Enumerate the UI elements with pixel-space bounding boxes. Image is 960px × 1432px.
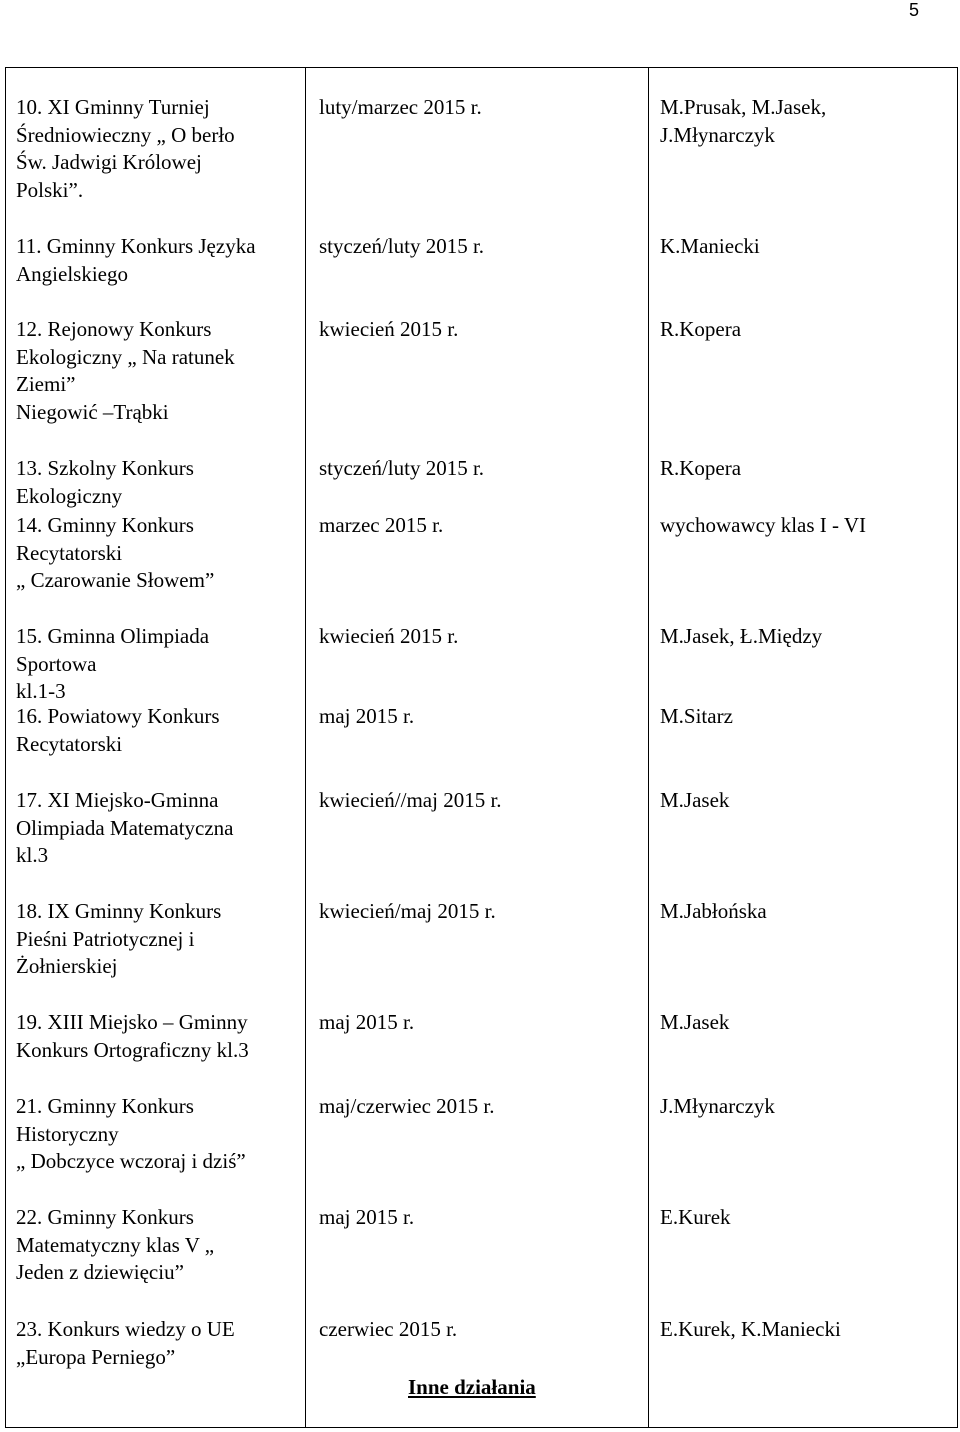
event-cell: 18. IX Gminny Konkurs Pieśni Patriotycznej i Żołnierskiej [16, 899, 222, 978]
event-cell: 11. Gminny Konkurs Języka Angielskiego [16, 234, 256, 286]
event-cell: 13. Szkolny Konkurs Ekologiczny [16, 456, 194, 508]
date-cell: kwiecień 2015 r. [319, 317, 459, 341]
event-cell: 19. XIII Miejsko – Gminny Konkurs Ortograficzny kl.3 [16, 1010, 249, 1062]
section-heading: Inne działania [408, 1375, 536, 1399]
column-divider-2 [648, 67, 649, 1428]
person-cell: K.Maniecki [660, 234, 760, 258]
date-cell: maj 2015 r. [319, 1205, 415, 1229]
event-cell: 23. Konkurs wiedzy o UE „Europa Perniego” [16, 1317, 235, 1369]
date-cell: styczeń/luty 2015 r. [319, 456, 485, 480]
date-cell: marzec 2015 r. [319, 513, 444, 537]
date-cell: kwiecień//maj 2015 r. [319, 788, 502, 812]
date-cell: styczeń/luty 2015 r. [319, 234, 485, 258]
person-cell: M.Jabłońska [660, 899, 767, 923]
event-cell: 14. Gminny Konkurs Recytatorski „ Czarowanie Słowem” [16, 513, 215, 592]
person-cell: wychowawcy klas I - VI [660, 513, 867, 537]
event-cell: 15. Gminna Olimpiada Sportowa kl.1-3 [16, 624, 210, 703]
page-number: 5 [909, 0, 920, 20]
date-cell: maj 2015 r. [319, 704, 415, 728]
person-cell: M.Sitarz [660, 704, 733, 728]
date-cell: maj 2015 r. [319, 1010, 415, 1034]
person-cell: M.Prusak, M.Jasek, J.Młynarczyk [660, 95, 827, 147]
person-cell: M.Jasek [660, 1010, 730, 1034]
person-cell: E.Kurek, K.Maniecki [660, 1317, 841, 1341]
date-cell: maj/czerwiec 2015 r. [319, 1094, 495, 1118]
event-cell: 17. XI Miejsko-Gminna Olimpiada Matematyczna kl.3 [16, 788, 234, 867]
date-cell: czerwiec 2015 r. [319, 1317, 458, 1341]
person-cell: R.Kopera [660, 317, 742, 341]
event-cell: 22. Gminny Konkurs Matematyczny klas V „ Jeden z dziewięciu” [16, 1205, 215, 1284]
person-cell: E.Kurek [660, 1205, 731, 1229]
person-cell: J.Młynarczyk [660, 1094, 775, 1118]
event-cell: 16. Powiatowy Konkurs Recytatorski [16, 704, 220, 756]
person-cell: M.Jasek, Ł.Między [660, 624, 823, 648]
person-cell: M.Jasek [660, 788, 730, 812]
date-cell: luty/marzec 2015 r. [319, 95, 482, 119]
event-cell: 21. Gminny Konkurs Historyczny „ Dobczyce wczoraj i dziś” [16, 1094, 246, 1173]
column-divider-1 [305, 67, 306, 1428]
date-cell: kwiecień/maj 2015 r. [319, 899, 496, 923]
person-cell: R.Kopera [660, 456, 742, 480]
date-cell: kwiecień 2015 r. [319, 624, 459, 648]
event-cell: 12. Rejonowy Konkurs Ekologiczny „ Na ratunek Ziemi” Niegowić –Trąbki [16, 317, 235, 424]
event-cell: 10. XI Gminny Turniej Średniowieczny „ O berło Św. Jadwigi Królowej Polski”. [16, 95, 235, 202]
